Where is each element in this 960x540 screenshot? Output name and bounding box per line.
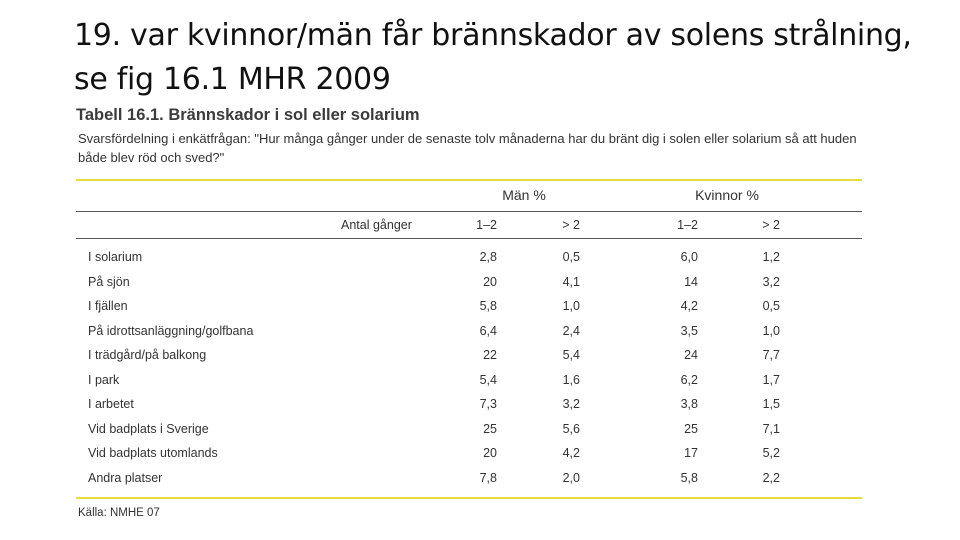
table-row	[76, 393, 862, 418]
cell-women-1-2: 6,2	[680, 372, 698, 387]
table-question: Svarsfördelning i enkätfrågan: "Hur många gånger under de senaste tolv månaderna har du bränt dig i solen eller solarium så att huden både blev röd och sved?"	[78, 131, 857, 165]
column-header-row	[76, 212, 862, 239]
cell-women-over-2: 7,7	[762, 348, 780, 362]
cell-women-over-2: 1,0	[762, 323, 780, 338]
cell-women-1-2: 24	[684, 348, 698, 362]
table-row	[76, 442, 862, 467]
cell-women-1-2: 14	[684, 274, 698, 289]
column-header-men-1-2: 1–2	[476, 218, 497, 232]
cell-men-1-2: 20	[483, 446, 497, 460]
table-row	[76, 418, 862, 443]
cell-men-1-2: 6,4	[479, 323, 497, 338]
cell-women-1-2: 3,5	[680, 323, 698, 338]
cell-men-over-2: 1,0	[562, 299, 580, 313]
cell-women-1-2: 5,8	[680, 470, 698, 485]
table-row	[76, 271, 862, 296]
table-heading: Tabell 16.1. Brännskador i sol eller solarium	[76, 106, 420, 124]
column-header-women-1-2: 1–2	[677, 218, 698, 232]
cell-men-1-2: 5,8	[479, 299, 497, 313]
table-row	[76, 369, 862, 394]
cell-women-over-2: 3,2	[762, 274, 780, 289]
cell-women-1-2: 3,8	[680, 397, 698, 411]
cell-men-1-2: 2,8	[479, 250, 497, 264]
cell-men-over-2: 0,5	[562, 250, 580, 264]
cell-men-over-2: 5,6	[562, 421, 580, 436]
slide-title: 19. var kvinnor/män får brännskador av solens strålning, se fig 16.1 MHR 2009	[74, 18, 912, 97]
cell-women-over-2: 1,5	[762, 397, 780, 411]
row-label: I arbetet	[88, 397, 134, 411]
cell-women-over-2: 0,5	[762, 299, 780, 313]
table-row	[76, 467, 862, 492]
row-label: I trädgård/på balkong	[88, 348, 207, 362]
row-label: Vid badplats i Sverige	[88, 421, 209, 436]
table-body	[76, 239, 862, 497]
row-label: I fjällen	[88, 299, 128, 313]
cell-women-over-2: 1,2	[762, 250, 780, 264]
column-header-women-over-2: > 2	[762, 218, 780, 232]
cell-men-over-2: 2,0	[562, 470, 580, 485]
cell-women-over-2: 1,7	[762, 372, 780, 387]
cell-men-1-2: 7,8	[479, 470, 497, 485]
group-header-women: Kvinnor %	[695, 187, 759, 203]
cell-men-1-2: 22	[483, 348, 497, 362]
table-source: Källa: NMHE 07	[78, 507, 160, 519]
table-row	[76, 246, 862, 271]
cell-men-1-2: 5,4	[479, 372, 497, 387]
row-label: På sjön	[88, 274, 130, 289]
table-row	[76, 320, 862, 345]
row-header-label: Antal gånger	[341, 218, 412, 232]
cell-men-1-2: 25	[483, 421, 497, 436]
cell-men-1-2: 20	[483, 274, 497, 289]
cell-women-1-2: 4,2	[680, 299, 698, 313]
group-header-row	[76, 181, 862, 211]
cell-men-over-2: 4,2	[562, 446, 580, 460]
cell-women-1-2: 25	[684, 421, 698, 436]
cell-women-over-2: 5,2	[762, 446, 780, 460]
cell-women-1-2: 6,0	[680, 250, 698, 264]
row-label: På idrottsanläggning/golfbana	[88, 323, 254, 338]
row-label: I solarium	[88, 250, 143, 264]
row-label: Andra platser	[88, 470, 163, 485]
cell-women-over-2: 7,1	[762, 421, 780, 436]
row-label: I park	[88, 372, 120, 387]
table-row	[76, 344, 862, 369]
cell-women-over-2: 2,2	[762, 470, 780, 485]
cell-men-1-2: 7,3	[479, 397, 497, 411]
cell-men-over-2: 3,2	[562, 397, 580, 411]
column-header-men-over-2: > 2	[562, 218, 580, 232]
cell-women-1-2: 17	[684, 446, 698, 460]
cell-men-over-2: 2,4	[562, 323, 580, 338]
cell-men-over-2: 1,6	[562, 372, 580, 387]
bottom-rule	[76, 497, 862, 499]
row-label: Vid badplats utomlands	[88, 446, 218, 460]
table-row	[76, 295, 862, 320]
group-header-men: Män %	[502, 187, 546, 203]
cell-men-over-2: 5,4	[562, 348, 580, 362]
burn-table	[76, 104, 862, 519]
cell-men-over-2: 4,1	[562, 274, 580, 289]
